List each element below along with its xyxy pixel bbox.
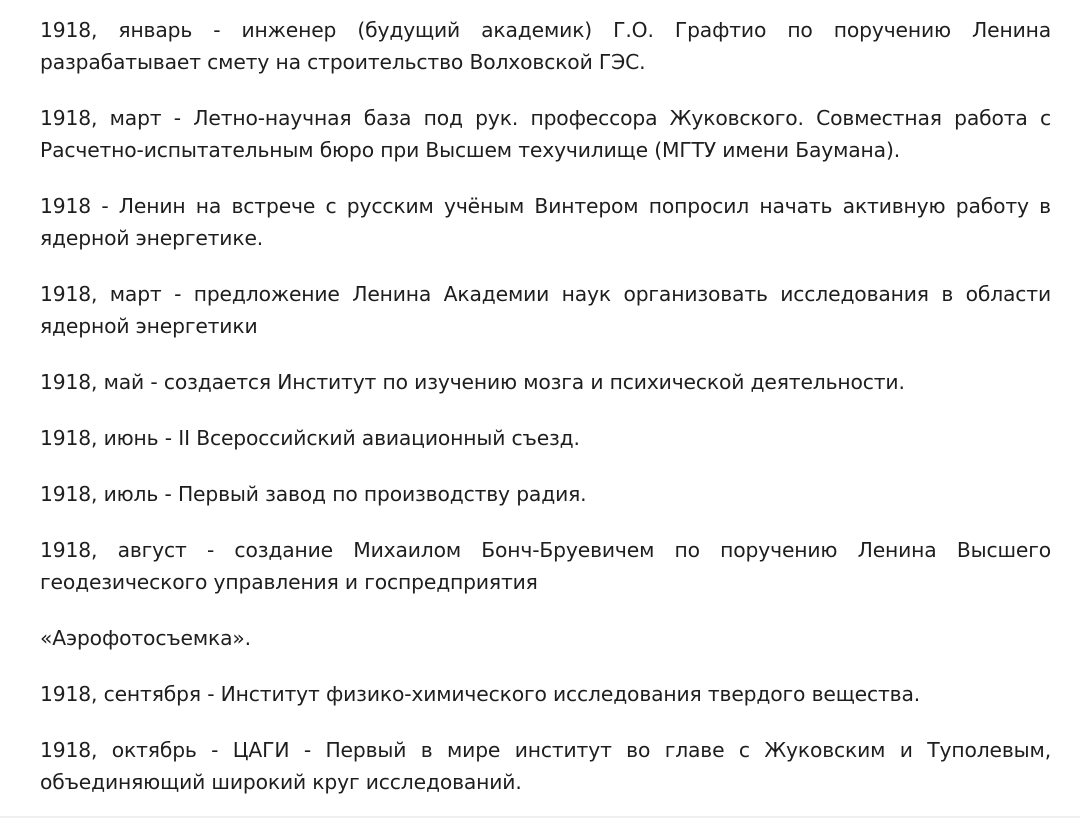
paragraph-solid-state-institute: 1918, сентября - Институт физико-химического исследования твердого вещества. bbox=[40, 682, 921, 706]
paragraph-academy-nuclear-proposal: 1918, март - предложение Ленина Академии наук организовать исследования в области ядерной энергетики bbox=[40, 282, 1051, 338]
paragraph-lenin-winter-meeting: 1918 - Ленин на встрече с русским учёным Винтером попросил начать активную работу в ядерной энергетике. bbox=[40, 194, 1051, 250]
paragraph-aerial-photography: «Аэрофотосъемка». bbox=[40, 626, 251, 650]
paragraph-flight-science-base: 1918, март - Летно-научная база под рук. профессора Жуковского. Совместная работа с Расчетно-испытательным бюро при Высшем техучилище (МГТУ имени Баумана). bbox=[40, 106, 1051, 162]
paragraph-volkhov-ges: 1918, январь - инженер (будущий академик) Г.О. Графтио по поручению Ленина разрабатывает смету на строительство Волховской ГЭС. bbox=[40, 18, 1051, 74]
paragraph-tsagi: 1918, октябрь - ЦАГИ - Первый в мире институт во главе с Жуковским и Туполевым, объединяющий широкий круг исследований. bbox=[40, 738, 1051, 794]
paragraph-geodesic-administration: 1918, август - создание Михаилом Бонч-Бруевичем по поручению Ленина Высшего геодезического управления и госпредприятия bbox=[40, 538, 1051, 594]
paragraph-brain-institute: 1918, май - создается Институт по изучению мозга и психической деятельности. bbox=[40, 370, 905, 394]
paragraph-aviation-congress: 1918, июнь - II Всероссийский авиационный съезд. bbox=[40, 426, 580, 450]
paragraph-radium-plant: 1918, июль - Первый завод по производству радия. bbox=[40, 482, 587, 506]
article-body bbox=[40, 14, 1051, 822]
